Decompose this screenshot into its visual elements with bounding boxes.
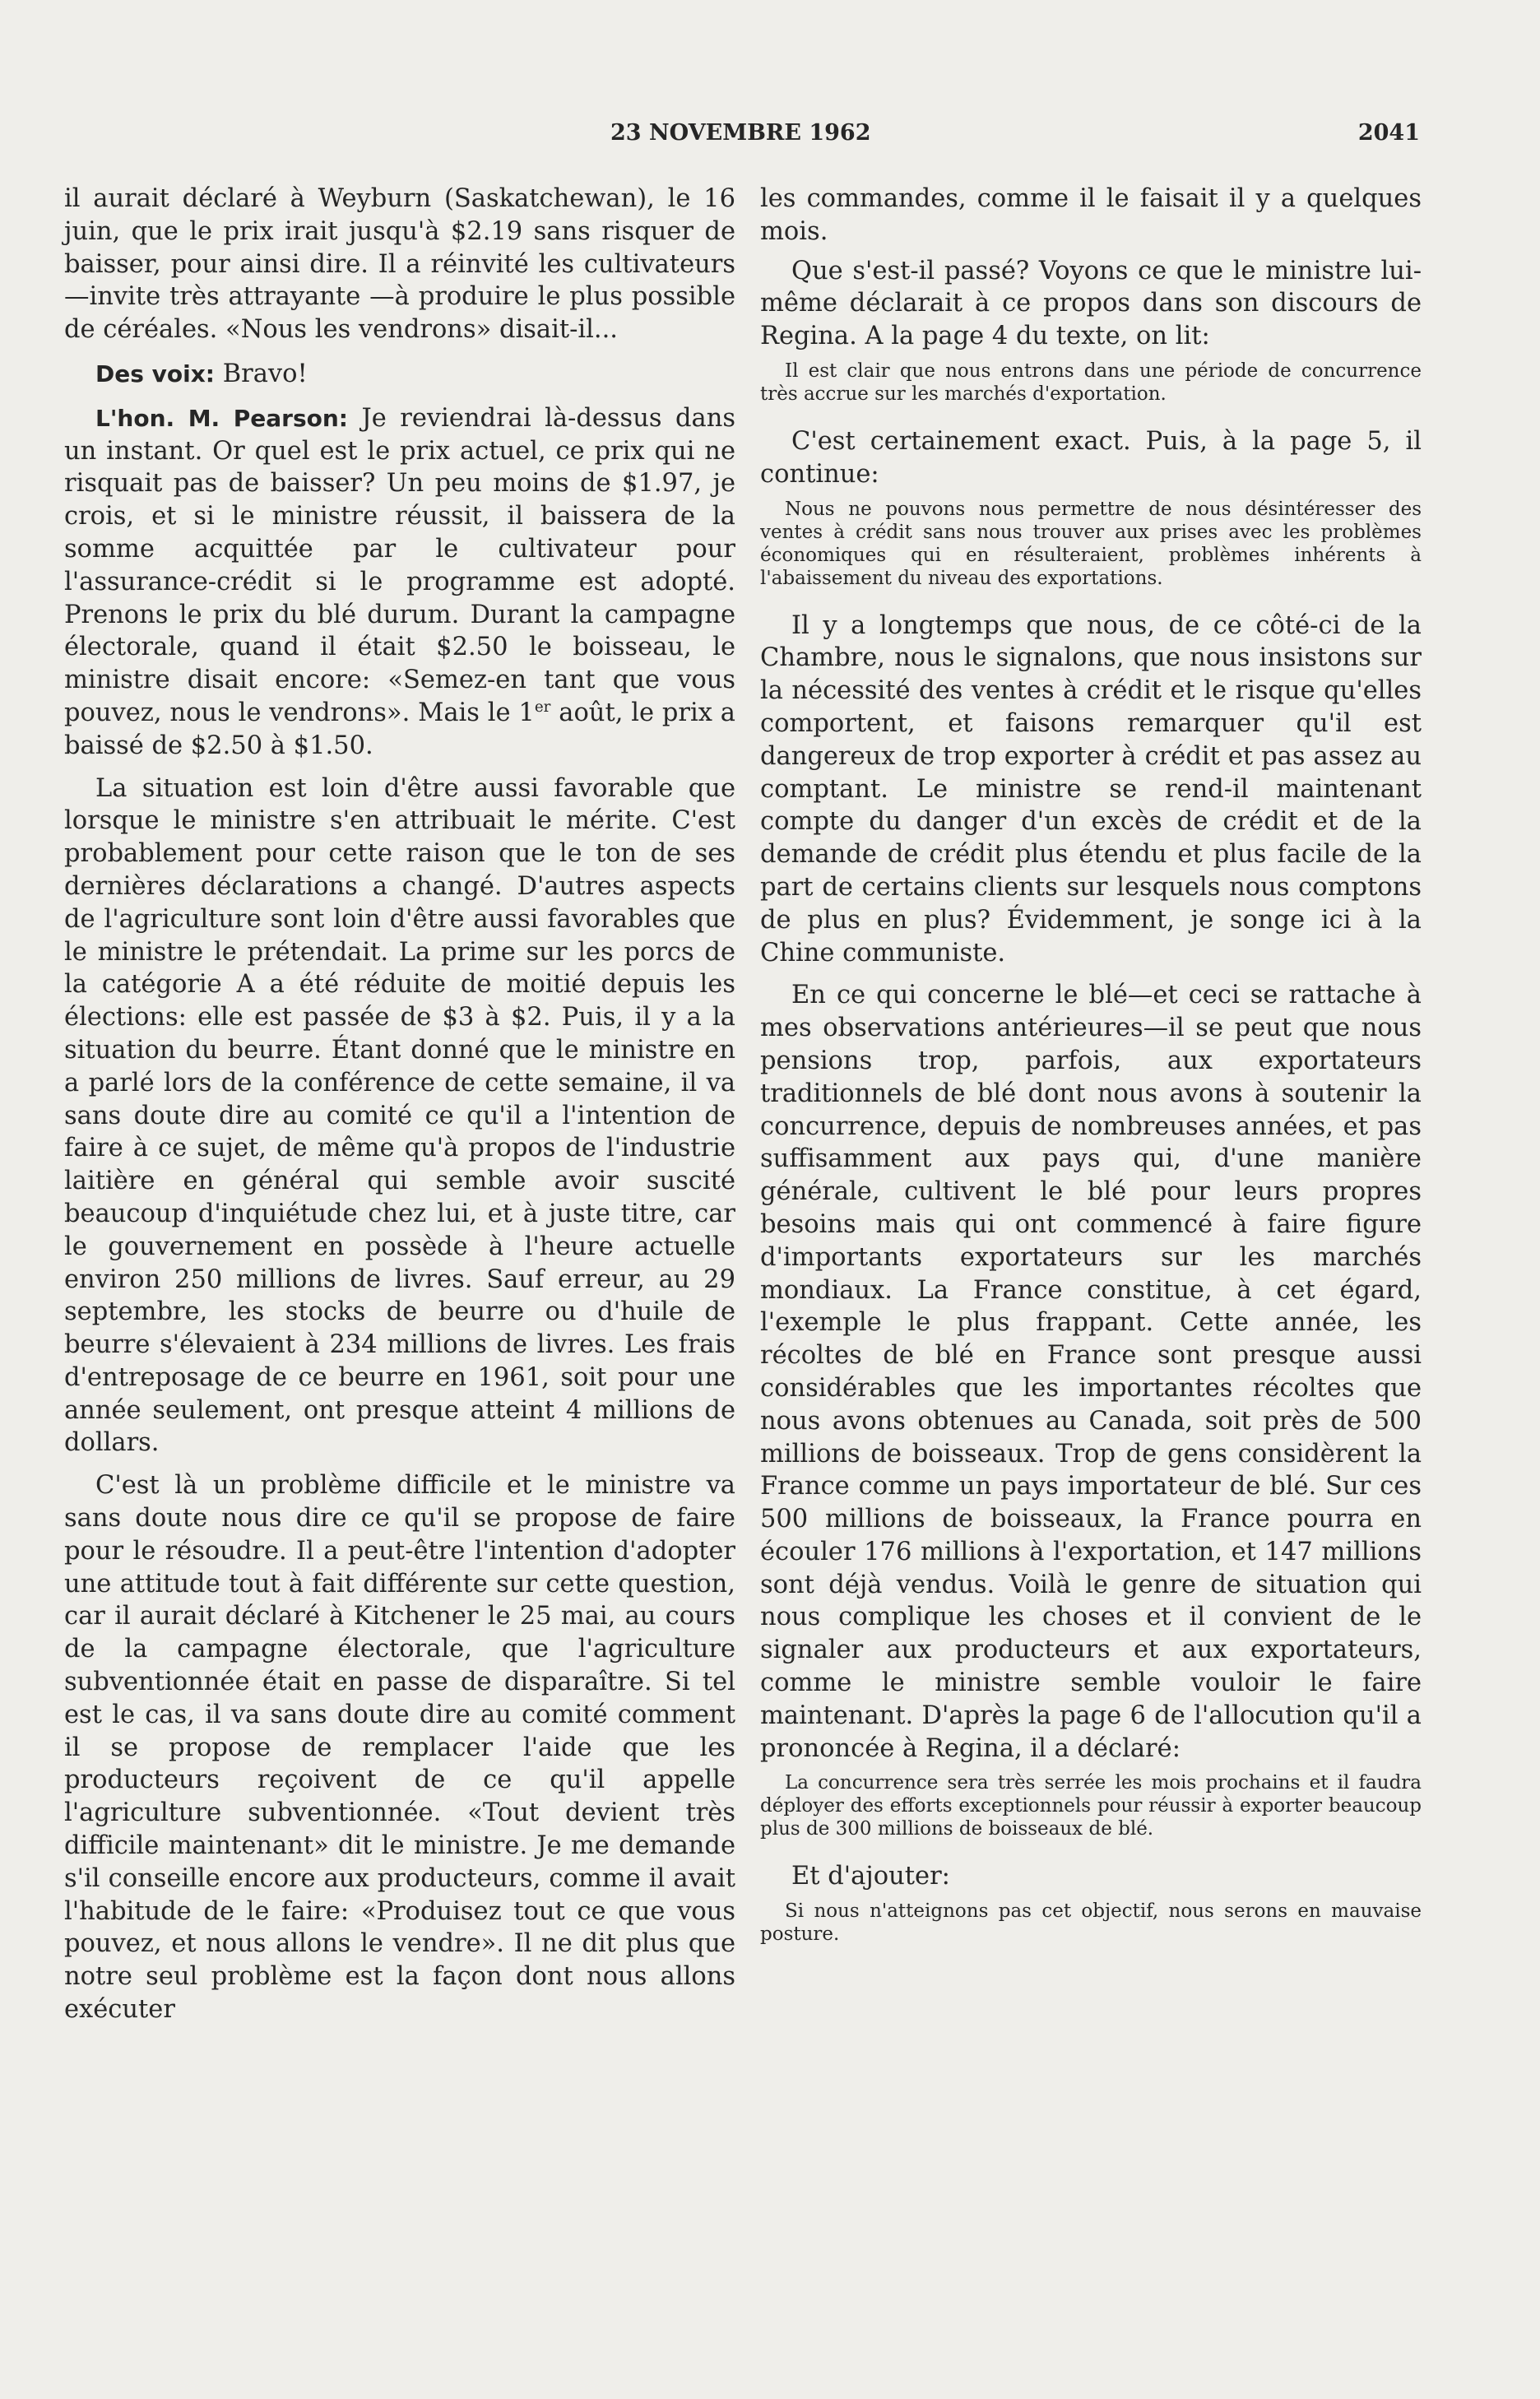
block-quote: Si nous n'atteignons pas cet objectif, nous serons en mauvaise posture. [760, 1900, 1422, 1946]
speaker-name: Des voix: [95, 360, 215, 387]
paragraph: Que s'est-il passé? Voyons ce que le ministre lui-même déclarait à ce propos dans son discours de Regina. A la page 4 du texte, on lit: [760, 256, 1422, 351]
ordinal-superscript: er [534, 698, 551, 716]
paragraph: En ce qui concerne le blé—et ceci se rattache à mes observations antérieures—il se peut que nous pensions trop, parfois, aux exportateurs traditionnels de blé dont nous avons à soutenir la concurrence, depuis de nombreuses années, et pas suffisamment aux pays qui, d'une manière générale, cultivent le blé pour leurs propres besoins mais qui ont commencé à faire figure d'importants exportateurs sur les marchés mondiaux. La France constitue, à cet égard, l'exemple le plus frappant. Cette année, les récoltes de blé en France sont presque aussi considérables que les importantes récoltes que nous avons obtenues au Canada, soit près de 500 millions de boisseaux. Trop de gens considèrent la France comme un pays importateur de blé. Sur ces 500 millions de boisseaux, la France pourra en écouler 176 millions à l'exportation, et 147 millions sont déjà vendus. Voilà le genre de situation qui nous complique les choses et il convient de le signaler aux producteurs et aux exportateurs, comme le ministre semble vouloir le faire maintenant. D'après la page 6 de l'allocution qu'il a prononcée à Regina, il a déclaré: [760, 981, 1422, 1763]
block-quote: Il est clair que nous entrons dans une période de concurrence très accrue sur les marchés d'exportation. [760, 360, 1422, 405]
speech-text: août, le prix a baissé de $2.50 à $1.50. [64, 698, 735, 760]
block-quote: La concurrence sera très serrée les mois prochains et il faudra déployer des efforts exceptionnels pour réussir à exporter beaucoup plus de 300 millions de boisseaux de blé. [760, 1772, 1422, 1840]
paragraph: C'est là un problème difficile et le ministre va sans doute nous dire ce qu'il se propose de faire pour le résoudre. Il a peut-être l'intention d'adopter une attitude tout à fait différente sur cette question, car il aurait déclaré à Kitchener le 25 mai, au cours de la campagne électorale, que l'agriculture subventionnée était en passe de disparaître. Si tel est le cas, il va sans doute dire au comité comment il se propose de remplacer l'aide que les producteurs reçoivent de ce qu'il appelle l'agriculture subventionnée. «Tout devient très difficile maintenant» dit le ministre. Je me demande s'il conseille encore aux producteurs, comme il avait l'habitude de le faire: «Produisez tout ce que vous pouvez, et nous allons le vendre». Il ne dit plus que notre seul problème est la façon dont nous allons exécuter [64, 1471, 735, 2025]
page-header [601, 120, 1420, 153]
paragraph: La situation est loin d'être aussi favorable que lorsque le ministre s'en attribuait le mérite. C'est probablement pour cette raison que le ton de ses dernières déclarations a changé. D'autres aspects de l'agriculture sont loin d'être aussi favorables que le ministre le prétendait. La prime sur les porcs de la catégorie A a été réduite de moitié depuis les élections: elle est passée de $3 à $2. Puis, il y a la situation du beurre. Étant donné que le ministre en a parlé lors de la conférence de cette semaine, il va sans doute dire au comité ce qu'il a l'intention de faire à ce sujet, de même qu'à propos de l'industrie laitière en général qui semble avoir suscité beaucoup d'inquiétude chez lui, et à juste titre, car le gouvernement en possède à l'heure actuelle environ 250 millions de livres. Sauf erreur, au 29 septembre, les stocks de beurre ou d'huile de beurre s'élevaient à 234 millions de livres. Les frais d'entreposage de ce beurre en 1961, soit pour une année seulement, ont presque atteint 4 millions de dollars. [64, 773, 735, 1458]
speaker-name: L'hon. M. Pearson: [95, 404, 348, 432]
paragraph: Il y a longtemps que nous, de ce côté-ci de la Chambre, nous le signalons, que nous insistons sur la nécessité des ventes à crédit et le risque qu'elles comportent, et faisons remarquer qu'il est dangereux de trop exporter à crédit et pas assez au comptant. Le ministre se rend-il maintenant compte du danger d'un excès de crédit et de la demande de crédit plus étendu et plus facile de la part de certains clients sur lesquels nous comptons de plus en plus? Évidemment, je songe ici à la Chine communiste. [760, 610, 1422, 967]
paragraph: les commandes, comme il le faisait il y a quelques mois. [760, 184, 1422, 246]
speech-text: Je reviendrai là-dessus dans un instant. Or quel est le prix actuel, ce prix qui ne risquait pas de baisser? Un peu moins de $1.97, je crois, et si le ministre réussit, il baissera de la somme acquittée par le cultivateur pour l'assurance-crédit si le programme est adopté. Prenons le prix du blé durum. Durant la campagne électorale, quand il était $2.50 le boisseau, le ministre disait encore: «Semez-en tant que vous pouvez, nous le vendrons». Mais le 1 [64, 403, 735, 727]
left-column [64, 183, 735, 2033]
speech-paragraph [64, 402, 735, 763]
right-column [760, 183, 1422, 1965]
paragraph: C'est certainement exact. Puis, à la page 5, il continue: [760, 426, 1422, 489]
page-number: 2041 [1357, 120, 1420, 146]
paragraph: il aurait déclaré à Weyburn (Saskatchewan), le 16 juin, que le prix irait jusqu'à $2.19 sans risquer de baisser, pour ainsi dire. Il a réinvité les cultivateurs—invite très attrayante —à produire le plus possible de céréales. «Nous les vendrons» disait-il... [64, 184, 735, 345]
block-quote: Nous ne pouvons nous permettre de nous désintéresser des ventes à crédit sans nous trouver aux prises avec les problèmes économiques qui en résulteraient, problèmes inhérents à l'abaissement du niveau des exportations. [760, 498, 1422, 589]
header-date: 23 NOVEMBRE 1962 [610, 120, 871, 146]
paragraph: Et d'ajouter: [791, 1862, 950, 1891]
speech-paragraph [64, 358, 735, 391]
speech-text: Bravo! [222, 359, 308, 388]
